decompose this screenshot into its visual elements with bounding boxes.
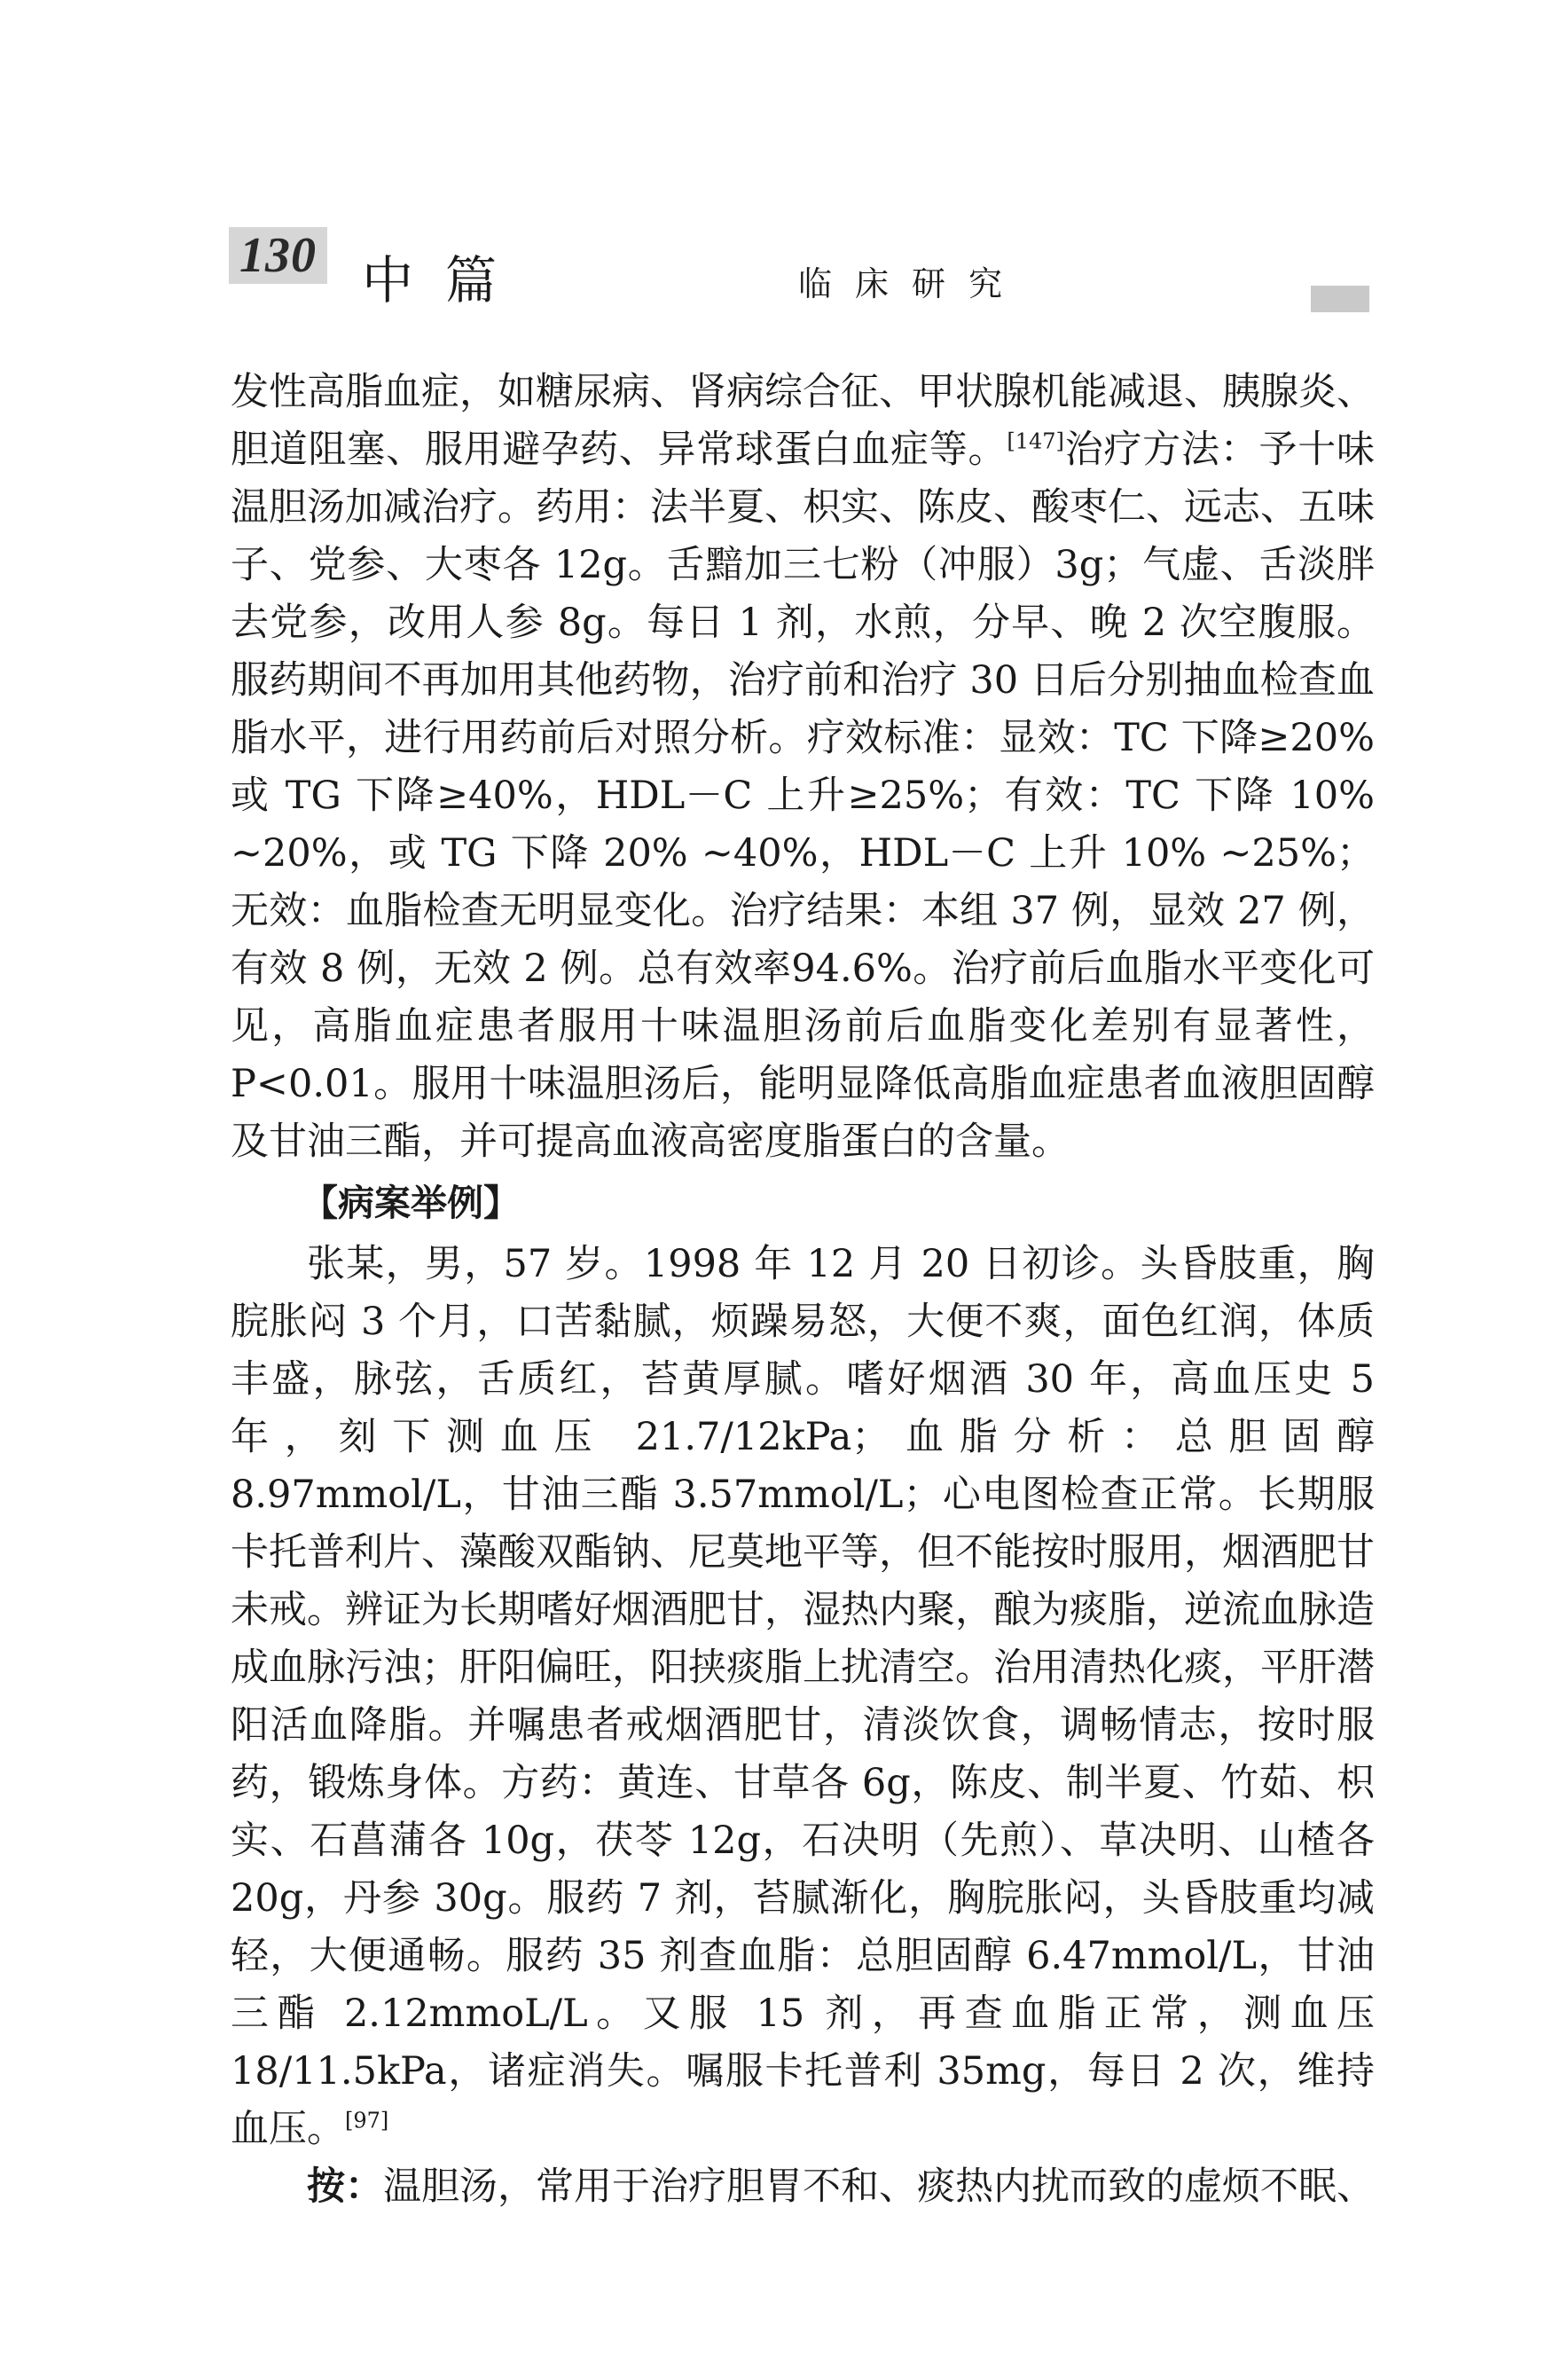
corner-mark [1311,286,1369,312]
paragraph-case-text: 张某，男，57 岁。1998 年 12 月 20 日初诊。头昏肢重，胸脘胀闷 3 个月，口苦黏腻，烦躁易怒，大便不爽，面色红润，体质丰盛，脉弦，舌质红，苔黄厚腻。嗜好烟酒 30 年，高血压史 5 年，刻下测血压 21.7/12kPa；血脂分析：总胆固醇 8.97mmol/L，甘油三酯 3.57mmol/L；心电图检查正常。长期服卡托普利片、藻酸双酯钠、尼莫地平等，但不能按时服用，烟酒肥甘未戒。辨证为长期嗜好烟酒肥甘，湿热内聚，酿为痰脂，逆流血脉造成血脉污浊；肝阳偏旺，阳挟痰脂上扰清空。治用清热化痰，平肝潜阳活血降脂。并嘱患者戒烟酒肥甘，清淡饮食，调畅情志，按时服药，锻炼身体。方药：黄连、甘草各 6g，陈皮、制半夏、竹茹、枳实、石菖蒲各 10g，茯苓 12g，石决明（先煎）、草决明、山楂各 20g，丹参 30g。服药 7 剂，苔腻渐化，胸脘胀闷，头昏肢重均减轻，大便通畅。服药 35 剂查血脂：总胆固醇 6.47mmol/L，甘油三酯 2.12mmoL/L。又服 15 剂，再查血脂正常，测血压 18/11.5kPa，诸症消失。嘱服卡托普利 35mg，每日 2 次，维持血压。 [231,1242,1375,2151]
case-heading: 【病案举例】 [302,1182,520,1224]
paragraph-case [231,1236,1375,2158]
note-label: 按： [307,2165,383,2209]
body-text [231,364,1375,2216]
running-head: 临床研究 [798,264,1026,303]
page-number: 130 [229,227,327,284]
paragraph-note [231,2158,1375,2216]
citation-ref: [147] [1007,428,1064,454]
paragraph-treatment-text-a: 发性高脂血症，如糖尿病、肾病综合征、甲状腺机能减退、胰腺炎、胆道阻塞、服用避孕药、异常球蛋白血症等。 [231,370,1375,472]
paragraph-treatment-text-b: 治疗方法：予十味温胆汤加减治疗。药用：法半夏、枳实、陈皮、酸枣仁、远志、五味子、党参、大枣各 12g。舌黯加三七粉（冲服）3g；气虚、舌淡胖去党参，改用人参 8g。每日 1 剂，水煎，分早、晚 2 次空腹服。服药期间不再加用其他药物，治疗前和治疗 30 日后分别抽血检查血脂水平，进行用药前后对照分析。疗效标准：显效：TC 下降≥20% 或 TG 下降≥40%，HDL－C 上升≥25%；有效：TC 下降 10% ~20%，或 TG 下降 20% ~40%，HDL－C 上升 10% ~25%；无效：血脂检查无明显变化。治疗结果：本组 37 例，显效 27 例，有效 8 例，无效 2 例。总有效率94.6%。治疗前后血脂水平变化可见，高脂血症患者服用十味温胆汤前后血脂变化差别有显著性，P<0.01。服用十味温胆汤后，能明显降低高脂血症患者血液胆固醇及甘油三酯，并可提高血液高密度脂蛋白的含量。 [231,428,1376,1164]
citation-ref: [97] [345,2108,389,2133]
note-text: 温胆汤，常用于治疗胆胃不和、痰热内扰而致的虚烦不眠、 [383,2165,1375,2209]
paragraph-treatment [231,364,1375,1171]
section-title: 中篇 [362,250,529,310]
